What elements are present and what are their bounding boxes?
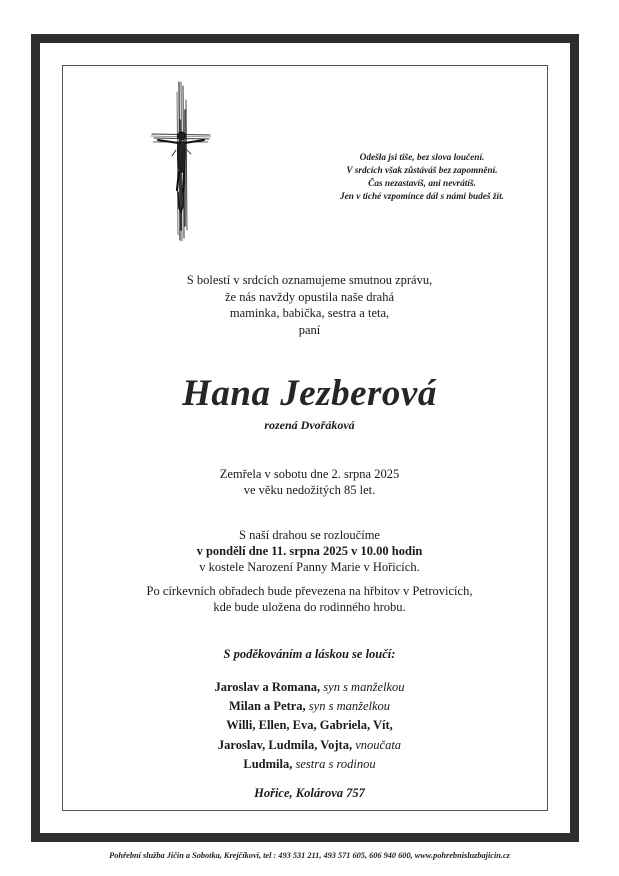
burial-details bbox=[0, 583, 619, 615]
intro-line: že nás navždy opustila naše drahá bbox=[224, 289, 395, 304]
mourners-list bbox=[0, 678, 619, 774]
poem-verse bbox=[322, 152, 522, 204]
death-details bbox=[0, 466, 619, 498]
poem-line: Odešla jsi tiše, bez slova loučení. bbox=[359, 153, 485, 163]
burial-line: kde bude uložena do rodinného hrobu. bbox=[213, 600, 406, 614]
family-address: Hořice, Kolárova 757 bbox=[254, 786, 365, 800]
announcement-intro bbox=[0, 272, 619, 338]
mourner-names: Jaroslav, Ludmila, Vojta, bbox=[217, 737, 353, 752]
poem-line: Jen v tiché vzpomínce dál s námi budeš žít. bbox=[340, 192, 504, 202]
poem-line: V srdcích však zůstáváš bez zapomnění. bbox=[346, 166, 498, 176]
ceremony-details bbox=[0, 527, 619, 575]
ceremony-date: v pondělí dne 11. srpna 2025 v 10.00 hodin bbox=[196, 544, 423, 558]
mourner-names: Milan a Petra, bbox=[228, 699, 306, 714]
mourner-line bbox=[0, 755, 619, 774]
mourner-line bbox=[0, 716, 619, 735]
poem-line: Čas nezastavíš, ani nevrátíš. bbox=[368, 179, 476, 189]
mourner-names: Jaroslav a Romana, bbox=[214, 680, 321, 694]
mourner-relation: vnoučata bbox=[355, 737, 402, 752]
mourner-relation: sestra s rodinou bbox=[295, 756, 376, 771]
mourner-relation: syn s manželkou bbox=[308, 699, 391, 714]
maiden-name: rozená Dvořáková bbox=[264, 418, 355, 432]
mourner-line bbox=[0, 678, 619, 697]
mourner-names: Ludmila, bbox=[243, 756, 293, 771]
mourner-line bbox=[0, 736, 619, 755]
ceremony-intro: S naší drahou se rozloučíme bbox=[239, 528, 380, 542]
funeral-service-footer: Pohřební služba Jičín a Sobotka, Krejčíkovi, tel : 493 531 211, 493 571 605, 606 940 600, www.pohrebnisluzbajicin.cz bbox=[109, 851, 510, 860]
intro-line: maminka, babička, sestra a teta, bbox=[229, 306, 390, 320]
crucifix-icon bbox=[150, 80, 212, 242]
burial-line: Po církevních obřadech bude převezena na hřbitov v Petrovicích, bbox=[146, 584, 473, 598]
mourner-line bbox=[0, 697, 619, 716]
death-date: Zemřela v sobotu dne 2. srpna 2025 bbox=[219, 467, 400, 481]
mourner-relation: syn s manželkou bbox=[323, 680, 405, 694]
death-age: ve věku nedožitých 85 let. bbox=[243, 483, 376, 497]
intro-line: paní bbox=[298, 322, 321, 337]
intro-line: S bolestí v srdcích oznamujeme smutnou zprávu, bbox=[186, 273, 433, 287]
deceased-name: Hana Jezberová bbox=[182, 373, 437, 414]
thanks-heading: S poděkováním a láskou se loučí: bbox=[223, 647, 396, 661]
ceremony-place: v kostele Narození Panny Marie v Hořicích. bbox=[199, 560, 420, 574]
mourner-names: Willi, Ellen, Eva, Gabriela, Vít, bbox=[226, 718, 393, 733]
